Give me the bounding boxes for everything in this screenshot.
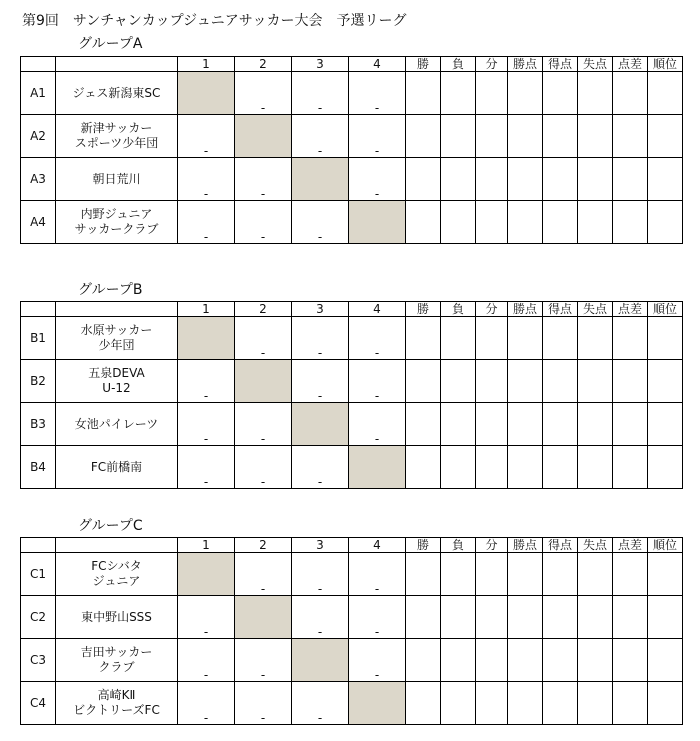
result-placeholder: -: [317, 475, 323, 489]
stat-cell: [578, 158, 613, 201]
team-name-line: 内野ジュニア: [80, 207, 153, 221]
team-name: [56, 158, 178, 201]
result-placeholder: -: [203, 432, 209, 446]
stat-cell: [648, 158, 683, 201]
team-name-line: 高崎KⅡ: [97, 688, 136, 702]
stat-cell: [543, 158, 578, 201]
result-placeholder: -: [317, 389, 323, 403]
stat-cell: [441, 360, 476, 403]
team-id: C1: [21, 553, 56, 596]
group-table: [20, 301, 683, 489]
header-blank-cell: [21, 538, 56, 553]
stat-cell: [406, 360, 441, 403]
stat-cell: [613, 158, 648, 201]
match-result-cell: [235, 158, 292, 201]
team-row: [21, 682, 683, 725]
stat-cell: [508, 446, 543, 489]
team-name-line: サッカークラブ: [74, 222, 159, 236]
team-name: [56, 596, 178, 639]
match-result-cell: [349, 115, 406, 158]
stat-cell: [648, 115, 683, 158]
match-result-cell: [349, 639, 406, 682]
team-name-line: 新津サッカー: [80, 121, 153, 135]
stat-cell: [476, 158, 508, 201]
self-match-cell: [292, 403, 349, 446]
match-result-cell: [235, 403, 292, 446]
stat-cell: [613, 72, 648, 115]
match-result-cell: [292, 201, 349, 244]
group-label: グループC: [78, 518, 143, 534]
match-result-cell: [235, 317, 292, 360]
stat-cell: [476, 639, 508, 682]
team-name: [56, 72, 178, 115]
match-result-cell: [292, 115, 349, 158]
team-name-line: FC前橋南: [90, 459, 143, 474]
result-placeholder: -: [203, 625, 209, 639]
column-header: 1: [178, 538, 235, 553]
result-placeholder: -: [260, 346, 266, 360]
stat-cell: [613, 446, 648, 489]
result-placeholder: -: [317, 346, 323, 360]
stat-cell: [543, 403, 578, 446]
stat-cell: [578, 317, 613, 360]
result-placeholder: -: [203, 144, 209, 158]
match-result-cell: [235, 682, 292, 725]
column-header: 1: [178, 302, 235, 317]
stat-cell: [648, 446, 683, 489]
stat-cell: [543, 72, 578, 115]
self-match-cell: [349, 682, 406, 725]
team-id: C3: [21, 639, 56, 682]
match-result-cell: [349, 158, 406, 201]
team-name-line: スポーツ少年団: [74, 136, 159, 150]
stat-cell: [613, 360, 648, 403]
team-name: [56, 446, 178, 489]
team-row: [21, 446, 683, 489]
stat-cell: [476, 201, 508, 244]
stat-cell: [613, 403, 648, 446]
column-header: 点差: [613, 538, 648, 553]
team-row: [21, 403, 683, 446]
match-result-cell: [235, 639, 292, 682]
match-result-cell: [235, 446, 292, 489]
stat-cell: [476, 596, 508, 639]
stat-cell: [543, 639, 578, 682]
result-placeholder: -: [203, 711, 209, 725]
stat-cell: [578, 72, 613, 115]
result-placeholder: -: [260, 432, 266, 446]
team-id: C4: [21, 682, 56, 725]
result-placeholder: -: [260, 230, 266, 244]
stat-cell: [648, 639, 683, 682]
column-header: 分: [476, 57, 508, 72]
stat-cell: [648, 201, 683, 244]
stat-cell: [508, 72, 543, 115]
stat-cell: [406, 639, 441, 682]
stat-cell: [508, 639, 543, 682]
stat-cell: [441, 158, 476, 201]
team-row: [21, 596, 683, 639]
match-result-cell: [292, 317, 349, 360]
match-result-cell: [349, 72, 406, 115]
team-row: [21, 553, 683, 596]
team-name-line: 五泉DEVA: [88, 366, 145, 380]
stat-cell: [648, 553, 683, 596]
stat-cell: [441, 446, 476, 489]
team-name: [56, 360, 178, 403]
match-result-cell: [235, 72, 292, 115]
result-placeholder: -: [317, 625, 323, 639]
team-name-line: 女池パイレーツ: [74, 416, 159, 431]
result-placeholder: -: [374, 432, 380, 446]
column-header: 分: [476, 538, 508, 553]
stat-cell: [406, 553, 441, 596]
stat-cell: [441, 403, 476, 446]
match-result-cell: [349, 553, 406, 596]
column-header: 順位: [648, 57, 683, 72]
team-name: [56, 639, 178, 682]
column-header: 順位: [648, 538, 683, 553]
stat-cell: [578, 403, 613, 446]
result-placeholder: -: [260, 582, 266, 596]
stat-cell: [613, 115, 648, 158]
stat-cell: [476, 403, 508, 446]
match-result-cell: [178, 403, 235, 446]
column-header: 点差: [613, 57, 648, 72]
self-match-cell: [292, 639, 349, 682]
result-placeholder: -: [374, 389, 380, 403]
stat-cell: [406, 201, 441, 244]
self-match-cell: [235, 360, 292, 403]
team-name-line: ビクトリーズFC: [73, 703, 160, 717]
column-header: 2: [235, 57, 292, 72]
column-header: 失点: [578, 538, 613, 553]
match-result-cell: [292, 553, 349, 596]
header-blank-cell: [21, 57, 56, 72]
stat-cell: [543, 553, 578, 596]
result-placeholder: -: [260, 711, 266, 725]
stat-cell: [476, 446, 508, 489]
match-result-cell: [178, 360, 235, 403]
column-header: 3: [292, 57, 349, 72]
stat-cell: [648, 682, 683, 725]
column-header: 2: [235, 302, 292, 317]
column-header: 負: [441, 538, 476, 553]
column-header: 負: [441, 57, 476, 72]
team-name: [56, 682, 178, 725]
stat-cell: [406, 158, 441, 201]
column-header: 4: [349, 57, 406, 72]
stat-cell: [476, 360, 508, 403]
team-row: [21, 360, 683, 403]
match-result-cell: [349, 596, 406, 639]
result-placeholder: -: [203, 475, 209, 489]
stat-cell: [508, 317, 543, 360]
match-result-cell: [349, 403, 406, 446]
stat-cell: [406, 317, 441, 360]
stat-cell: [613, 639, 648, 682]
stat-cell: [613, 682, 648, 725]
team-row: [21, 158, 683, 201]
column-header: 勝点: [508, 538, 543, 553]
group-label: グループB: [78, 282, 143, 298]
self-match-cell: [178, 72, 235, 115]
stat-cell: [441, 682, 476, 725]
stat-cell: [613, 317, 648, 360]
result-placeholder: -: [203, 187, 209, 201]
stat-cell: [476, 115, 508, 158]
stat-cell: [476, 72, 508, 115]
stat-cell: [648, 403, 683, 446]
stat-cell: [508, 682, 543, 725]
group-table: [20, 537, 683, 725]
stat-cell: [441, 201, 476, 244]
result-placeholder: -: [260, 187, 266, 201]
header-blank-cell: [56, 302, 178, 317]
stat-cell: [508, 201, 543, 244]
result-placeholder: -: [317, 101, 323, 115]
column-header: 得点: [543, 57, 578, 72]
column-header: 順位: [648, 302, 683, 317]
self-match-cell: [235, 115, 292, 158]
stat-cell: [406, 72, 441, 115]
stat-cell: [441, 639, 476, 682]
team-name: [56, 553, 178, 596]
stat-cell: [508, 360, 543, 403]
result-placeholder: -: [317, 230, 323, 244]
self-match-cell: [349, 446, 406, 489]
stat-cell: [543, 317, 578, 360]
team-row: [21, 639, 683, 682]
team-name-line: ジュニア: [92, 574, 141, 588]
result-placeholder: -: [374, 625, 380, 639]
match-result-cell: [178, 596, 235, 639]
column-header: 勝点: [508, 302, 543, 317]
header-blank-cell: [56, 538, 178, 553]
result-placeholder: -: [317, 582, 323, 596]
result-placeholder: -: [317, 144, 323, 158]
column-header: 勝: [406, 302, 441, 317]
stat-cell: [543, 596, 578, 639]
stat-cell: [406, 682, 441, 725]
team-id: B2: [21, 360, 56, 403]
self-match-cell: [235, 596, 292, 639]
stat-cell: [441, 317, 476, 360]
result-placeholder: -: [317, 711, 323, 725]
stat-cell: [476, 317, 508, 360]
team-row: [21, 72, 683, 115]
stat-cell: [508, 403, 543, 446]
stat-cell: [613, 201, 648, 244]
stat-cell: [578, 639, 613, 682]
stat-cell: [578, 553, 613, 596]
team-id: A3: [21, 158, 56, 201]
result-placeholder: -: [203, 230, 209, 244]
team-id: B3: [21, 403, 56, 446]
self-match-cell: [178, 553, 235, 596]
team-name: [56, 403, 178, 446]
team-name-line: 朝日荒川: [92, 171, 141, 186]
team-id: C2: [21, 596, 56, 639]
stat-cell: [578, 682, 613, 725]
stat-cell: [508, 596, 543, 639]
team-name-line: FCシバタ: [91, 559, 142, 573]
stat-cell: [578, 360, 613, 403]
self-match-cell: [349, 201, 406, 244]
match-result-cell: [235, 201, 292, 244]
team-name-line: 吉田サッカー: [80, 645, 153, 659]
team-id: A2: [21, 115, 56, 158]
group-table: [20, 56, 683, 244]
header-row: [21, 302, 683, 317]
match-result-cell: [178, 158, 235, 201]
stat-cell: [613, 596, 648, 639]
stat-cell: [578, 596, 613, 639]
team-id: B4: [21, 446, 56, 489]
team-name: [56, 115, 178, 158]
stat-cell: [578, 201, 613, 244]
match-result-cell: [349, 360, 406, 403]
stat-cell: [578, 446, 613, 489]
stat-cell: [441, 115, 476, 158]
result-placeholder: -: [374, 668, 380, 682]
page-title: 第9回 サンチャンカップジュニアサッカー大会 予選リーグ: [22, 13, 407, 29]
match-result-cell: [178, 115, 235, 158]
stat-cell: [578, 115, 613, 158]
stat-cell: [648, 360, 683, 403]
team-name-line: 東中野山SSS: [81, 609, 152, 624]
column-header: 勝: [406, 57, 441, 72]
header-row: [21, 538, 683, 553]
stat-cell: [441, 72, 476, 115]
header-blank-cell: [56, 57, 178, 72]
team-id: B1: [21, 317, 56, 360]
stat-cell: [543, 115, 578, 158]
result-placeholder: -: [260, 668, 266, 682]
match-result-cell: [292, 360, 349, 403]
stat-cell: [648, 317, 683, 360]
stat-cell: [543, 201, 578, 244]
stat-cell: [508, 158, 543, 201]
column-header: 4: [349, 302, 406, 317]
column-header: 得点: [543, 538, 578, 553]
team-name-line: 水原サッカー: [80, 323, 153, 337]
match-result-cell: [178, 682, 235, 725]
column-header: 2: [235, 538, 292, 553]
team-name-line: クラブ: [98, 660, 135, 674]
stat-cell: [476, 682, 508, 725]
team-name: [56, 317, 178, 360]
stat-cell: [406, 115, 441, 158]
column-header: 勝: [406, 538, 441, 553]
team-id: A4: [21, 201, 56, 244]
result-placeholder: -: [374, 187, 380, 201]
header-blank-cell: [21, 302, 56, 317]
result-placeholder: -: [260, 101, 266, 115]
match-result-cell: [178, 201, 235, 244]
team-id: A1: [21, 72, 56, 115]
stat-cell: [648, 72, 683, 115]
match-result-cell: [349, 317, 406, 360]
team-name: [56, 201, 178, 244]
team-name-line: U-12: [102, 381, 131, 395]
match-result-cell: [292, 682, 349, 725]
team-row: [21, 115, 683, 158]
stat-cell: [648, 596, 683, 639]
result-placeholder: -: [374, 144, 380, 158]
result-placeholder: -: [374, 346, 380, 360]
column-header: 勝点: [508, 57, 543, 72]
result-placeholder: -: [260, 475, 266, 489]
stat-cell: [406, 403, 441, 446]
stat-cell: [406, 596, 441, 639]
result-placeholder: -: [203, 389, 209, 403]
stat-cell: [543, 360, 578, 403]
column-header: 失点: [578, 302, 613, 317]
header-row: [21, 57, 683, 72]
match-result-cell: [292, 72, 349, 115]
stat-cell: [508, 115, 543, 158]
stat-cell: [476, 553, 508, 596]
stat-cell: [406, 446, 441, 489]
column-header: 1: [178, 57, 235, 72]
self-match-cell: [292, 158, 349, 201]
group-label: グループA: [78, 36, 143, 52]
team-name-line: 少年団: [98, 338, 135, 352]
column-header: 負: [441, 302, 476, 317]
match-result-cell: [292, 446, 349, 489]
stat-cell: [508, 553, 543, 596]
match-result-cell: [292, 596, 349, 639]
column-header: 分: [476, 302, 508, 317]
column-header: 3: [292, 538, 349, 553]
result-placeholder: -: [203, 668, 209, 682]
stat-cell: [613, 553, 648, 596]
match-result-cell: [235, 553, 292, 596]
stat-cell: [543, 682, 578, 725]
column-header: 点差: [613, 302, 648, 317]
match-result-cell: [178, 446, 235, 489]
result-placeholder: -: [374, 101, 380, 115]
column-header: 失点: [578, 57, 613, 72]
match-result-cell: [178, 639, 235, 682]
column-header: 4: [349, 538, 406, 553]
column-header: 3: [292, 302, 349, 317]
stat-cell: [441, 596, 476, 639]
team-row: [21, 201, 683, 244]
team-row: [21, 317, 683, 360]
column-header: 得点: [543, 302, 578, 317]
team-name-line: ジェス新潟東SC: [72, 85, 161, 100]
result-placeholder: -: [374, 582, 380, 596]
stat-cell: [441, 553, 476, 596]
stat-cell: [543, 446, 578, 489]
self-match-cell: [178, 317, 235, 360]
